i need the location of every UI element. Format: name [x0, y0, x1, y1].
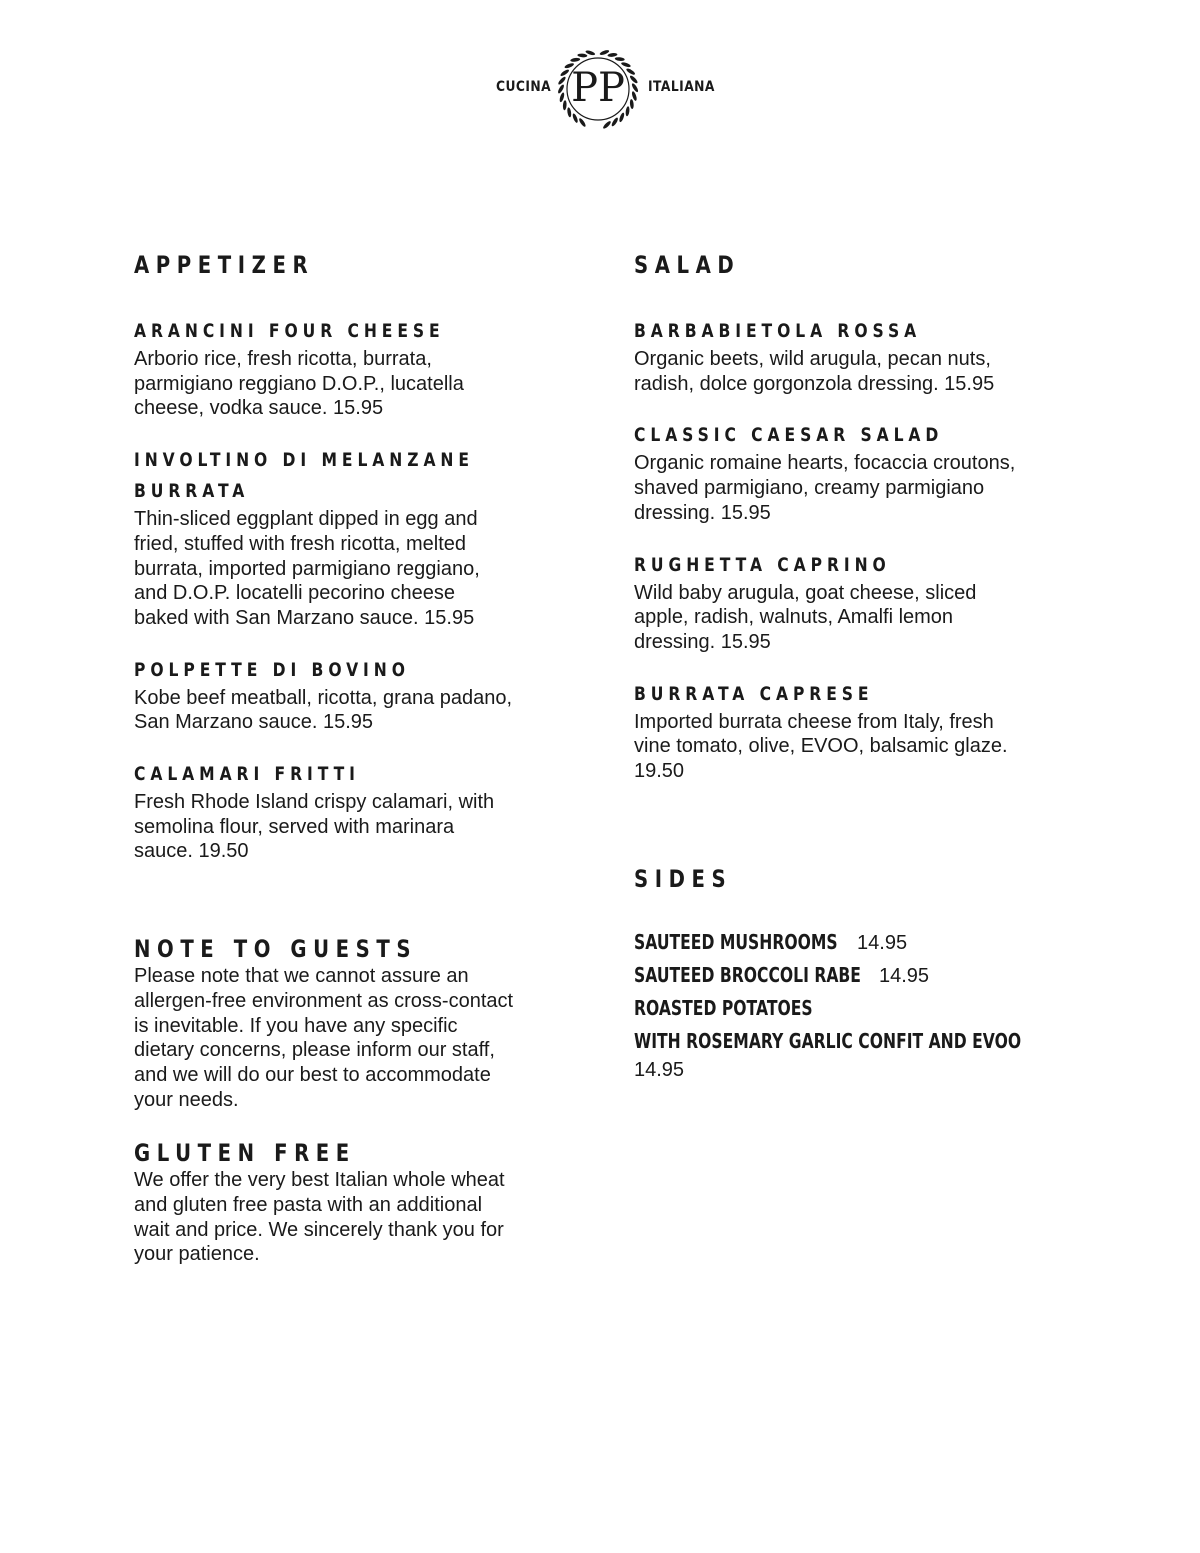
side-price: 14.95: [857, 931, 908, 954]
item-description: Organic beets, wild arugula, pecan nuts, radish, dolce gorgonzola dressing. 15.95: [634, 348, 995, 395]
logo-word-right: ITALIANA: [648, 79, 715, 95]
item-description: Arborio rice, fresh ricotta, burrata, parmigiano reggiano D.O.P., lucatella cheese, vodka sauce. 15.95: [134, 348, 464, 420]
note-section: [134, 934, 564, 1112]
note-text: Please note that we cannot assure an allergen-free environment as cross-contact is inevitable. If you have any specific dietary concerns, please inform our staff, and we will do our best to accommodate your needs.: [134, 965, 514, 1111]
note-title: NOTE TO GUESTS: [134, 935, 418, 964]
side-item: [634, 959, 1064, 992]
gluten-free-section: [134, 1138, 564, 1267]
menu-item: [634, 420, 1064, 525]
item-name: INVOLTINO DI MELANZANE: [134, 449, 474, 472]
left-column: [134, 250, 564, 1267]
item-description: Wild baby arugula, goat cheese, sliced apple, radish, walnuts, Amalfi lemon dressing. 15.95: [634, 581, 977, 653]
item-name: CLASSIC CAESAR SALAD: [634, 424, 944, 447]
item-description: Fresh Rhode Island crispy calamari, with semolina flour, served with marinara sauce. 19.50: [134, 791, 495, 863]
side-name: ROASTED POTATOES: [634, 995, 813, 1020]
item-name-line2: BURRATA: [134, 480, 250, 503]
sides-section: [634, 864, 1064, 1082]
menu-item: [134, 316, 564, 421]
item-name: CALAMARI FRITTI: [134, 763, 360, 786]
item-name: POLPETTE DI BOVINO: [134, 658, 410, 681]
gluten-free-text: We offer the very best Italian whole wheat and gluten free pasta with an additional wait and price. We sincerely thank you for your patience.: [134, 1169, 505, 1266]
item-name: BURRATA CAPRESE: [634, 682, 874, 705]
menu-item: [634, 550, 1064, 655]
item-description: Organic romaine hearts, focaccia croutons, shaved parmigiano, creamy parmigiano dressing. 15.95: [634, 452, 1016, 524]
restaurant-logo: [0, 44, 1200, 134]
logo-word-left: CUCINA: [496, 79, 552, 95]
menu-item: [634, 679, 1064, 784]
appetizer-section: [134, 250, 564, 864]
logo-monogram: PP: [571, 65, 625, 111]
side-name: SAUTEED MUSHROOMS: [634, 929, 838, 954]
item-description: Kobe beef meatball, ricotta, grana padano, San Marzano sauce. 15.95: [134, 686, 513, 734]
gluten-free-title: GLUTEN FREE: [134, 1139, 356, 1168]
salad-title: SALAD: [634, 251, 741, 279]
menu-item: [134, 759, 564, 864]
side-name: WITH ROSEMARY GARLIC CONFIT AND EVOO: [634, 1028, 1022, 1053]
appetizer-title: APPETIZER: [134, 251, 315, 279]
side-name: SAUTEED BROCCOLI RABE: [634, 962, 861, 987]
side-item-detail: [634, 1025, 1064, 1058]
menu-item: [634, 316, 1064, 396]
side-price: 14.95: [878, 964, 930, 987]
side-item: [634, 992, 1064, 1025]
item-name: BARBABIETOLA ROSSA: [634, 320, 922, 342]
laurel-monogram-icon: [553, 44, 643, 134]
side-item: [634, 926, 1064, 959]
side-price: 14.95: [634, 1058, 685, 1081]
sides-title: SIDES: [634, 864, 733, 893]
salad-section: [634, 250, 1064, 784]
menu-item: [134, 445, 564, 631]
item-description: Thin-sliced eggplant dipped in egg and fried, stuffed with fresh ricotta, melted burrata, imported parmigiano reggiano, and D.O.P. locatelli pecorino cheese baked with San Marzano sauce. 15.95: [134, 508, 480, 629]
menu-item: [134, 655, 564, 735]
item-name: RUGHETTA CAPRINO: [634, 553, 891, 576]
item-name: ARANCINI FOUR CHEESE: [134, 320, 445, 342]
right-column: [634, 250, 1064, 1082]
item-description: Imported burrata cheese from Italy, fresh vine tomato, olive, EVOO, balsamic glaze. 19.50: [634, 710, 1008, 783]
